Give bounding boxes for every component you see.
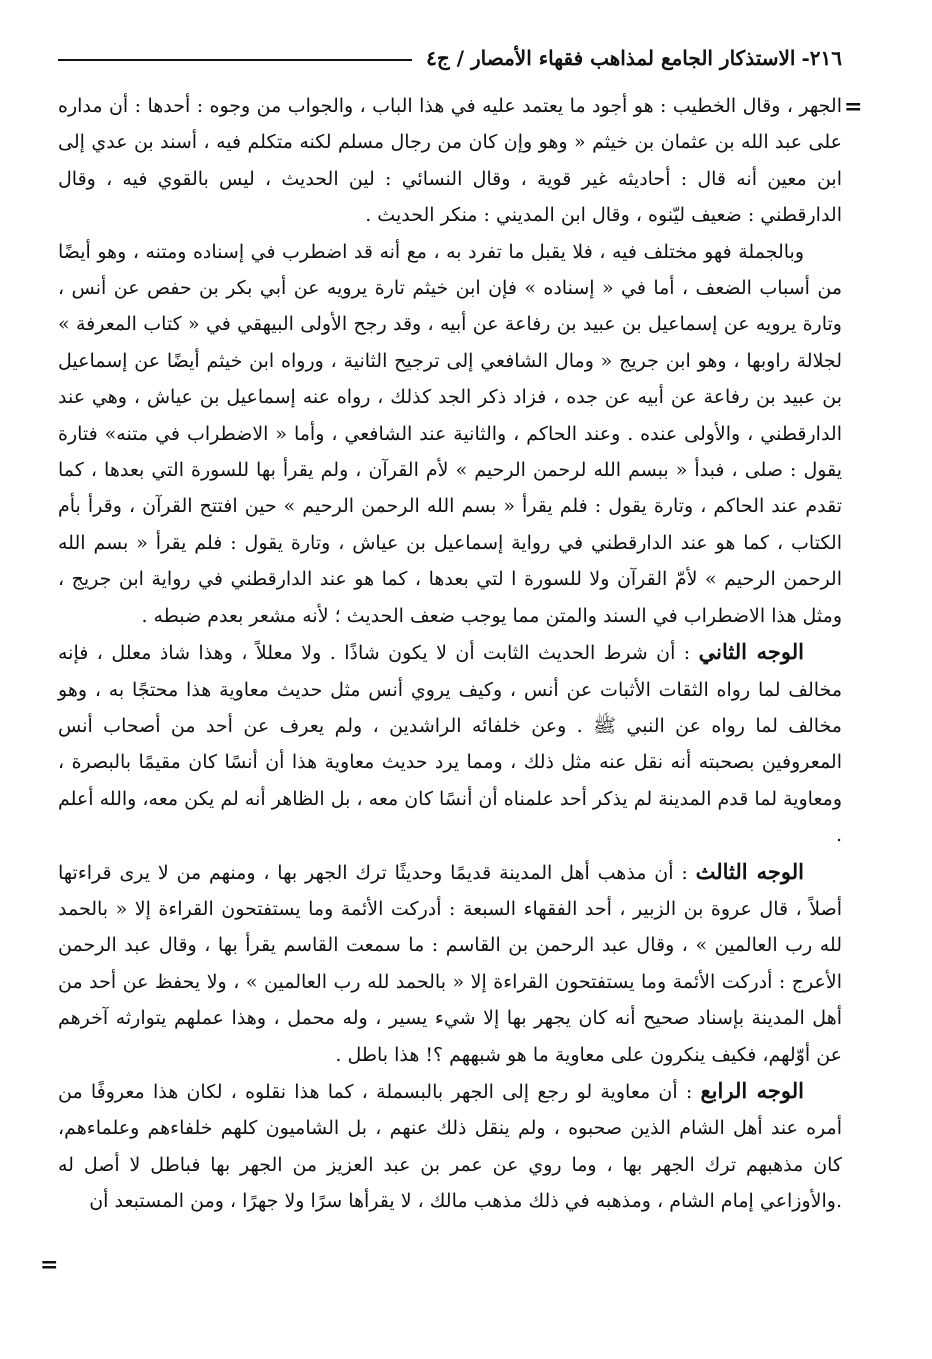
paragraph-5 — [58, 1073, 842, 1220]
section-title-second-aspect: الوجه الثاني — [698, 639, 804, 665]
paragraph-2-text: وبالجملة فهو مختلف فيه ، فلا يقبل ما تفرد به ، مع أنه قد اضطرب في إسناده ومتنه ، وهو أيضًا من أسباب الضعف ، أما في « إسناده » فإن ابن خيثم تارة يرويه عن أبي بكر بن حفص عن أنس ، وتارة يرويه عن إسماعيل بن عبيد بن رفاعة عن أبيه ، وقد رجح الأولى البيهقي في « كتاب المعرفة » لجلالة راوبها ، وهو ابن جريج « ومال الشافعي إلى ترجيح الثانية ، ورواه ابن خيثم أيضًا عن إسماعيل بن عبيد بن رفاعة عن أبيه عن جده ، فزاد ذكر الجد كذلك ، رواه عنه إسماعيل بن عياش ، وهي عند الدارقطني ، والأولى عنده . وعند الحاكم ، والثانية عند الشافعي ، وأما « الاضطراب في متنه» فتارة يقول : صلى ، فبدأ « ببسم الله لرحمن الرحيم » لأم القرآن ، ولم يقرأ بها للسورة التي بعدها ، كما تقدم عند الحاكم ، وتارة يقول : فلم يقرأ « بسم الله الرحمن الرحيم » حين افتتح القرآن ، وقرأ بأم الكتاب ، كما هو عند الدارقطني في رواية إسماعيل بن عياش ، وتارة يقول : فلم يقرأ « بسم الله الرحمن الرحيم » لأمّ القرآن ولا للسورة ا لتي بعدها ، كما هو عند الدارقطني في رواية ابن جريج ، ومثل هذا الاضطراب في السند والمتن مما يوجب ضعف الحديث ؛ لأنه مشعر بعدم ضبطه . — [58, 240, 842, 627]
paragraph-3 — [58, 634, 842, 853]
paragraph-2 — [58, 234, 842, 634]
continuation-mark-bottom: = — [40, 1252, 59, 1278]
page-number: ٢١٦- — [801, 46, 842, 70]
page-header — [58, 40, 842, 76]
paragraph-3-text: : أن شرط الحديث الثابت أن لا يكون شاذًا . ولا معللاً ، وهذا شاذ معلل ، فإنه مخالف لما رواه الثقات الأثبات عن أنس ، وكيف يروي أنس مثل حديث معاوية هذا محتجًا به ، وهو مخالف لما رواه عن النبي ﷺ . وعن خلفائه الراشدين ، ولم يعرف عن أحد من أصحاب أنس المعروفين بصحبته أنه نقل عنه مثل ذلك ، ومما يرد حديث معاوية هذا أن أنسًا كان مقيمًا بالبصرة ، ومعاوية لما قدم المدينة لم يذكر أحد علمناه أن أنسًا كان معه ، بل الظاهر أنه لم يكن معه، والله أعلم . — [58, 642, 842, 847]
paragraph-1-text: الجهر ، وقال الخطيب : هو أجود ما يعتمد عليه في هذا الباب ، والجواب من وجوه : أحدها : أن مداره على عبد الله بن عثمان بن خيثم « وهو وإن كان من رجال مسلم لكنه متكلم فيه ، أسند بن عدي إلى ابن معين أنه قال : أحاديثه غير قوية ، وقال النسائي : لين الحديث ، ليس بالقوي فيه ، وقال الدارقطني : ضعيف ليّنوه ، وقال ابن المديني : منكر الحديث . — [58, 95, 842, 227]
paragraph-4-text: : أن مذهب أهل المدينة قديمًا وحديثًا ترك الجهر بها ، ومنهم من لا يرى قراءتها أصلاً ، قال عروة بن الزبير ، أحد الفقهاء السبعة : أدركت الأئمة وما يستفتحون القراءة إلا « بالحمد لله رب العالمين » ، وقال عبد الرحمن بن القاسم : ما سمعت القاسم يقرأ بها ، وقال عبد الرحمن الأعرج : أدركت الأئمة وما يستفتحون القراءة إلا « بالحمد لله رب العالمين » ، ولا يحفظ عن أحد من أهل المدينة بإسناد صحيح أنه كان يجهر بها إلا شيء يسير ، وله محمل ، وهذا عملهم يتوارثه آخرهم عن أوّلهم، فكيف ينكرون على معاوية ما هو شبههم ؟! هذا باطل . — [58, 861, 842, 1066]
section-title-third-aspect: الوجه الثالث — [695, 858, 804, 884]
running-title: الاستذكار الجامع لمذاهب فقهاء الأمصار / ج٤ — [426, 46, 796, 70]
paragraph-4 — [58, 854, 842, 1073]
paragraph-1 — [58, 88, 842, 234]
section-title-fourth-aspect: الوجه الرابع — [700, 1077, 804, 1103]
body-text — [58, 88, 842, 1220]
paragraph-5-text: : أن معاوية لو رجع إلى الجهر بالبسملة ، كما هذا نقلوه ، لكان هذا معروفًا من أمره عند أهل الشام الذين صحبوه ، ولم ينقل ذلك عنهم ، بل الشاميون كلهم خلفاءهم وعلماءهم، كان مذهبهم ترك الجهر بها ، وما روي عن عمر بن عبد العزيز من الجهر بها فباطل لا أصل له .والأوزاعي إمام الشام ، ومذهبه في ذلك مذهب مالك ، لا يقرأها سرًا ولا جهرًا ، ومن المستبعد أن — [58, 1080, 842, 1213]
header-rule — [58, 59, 412, 61]
continuation-mark-top: = — [844, 94, 863, 120]
